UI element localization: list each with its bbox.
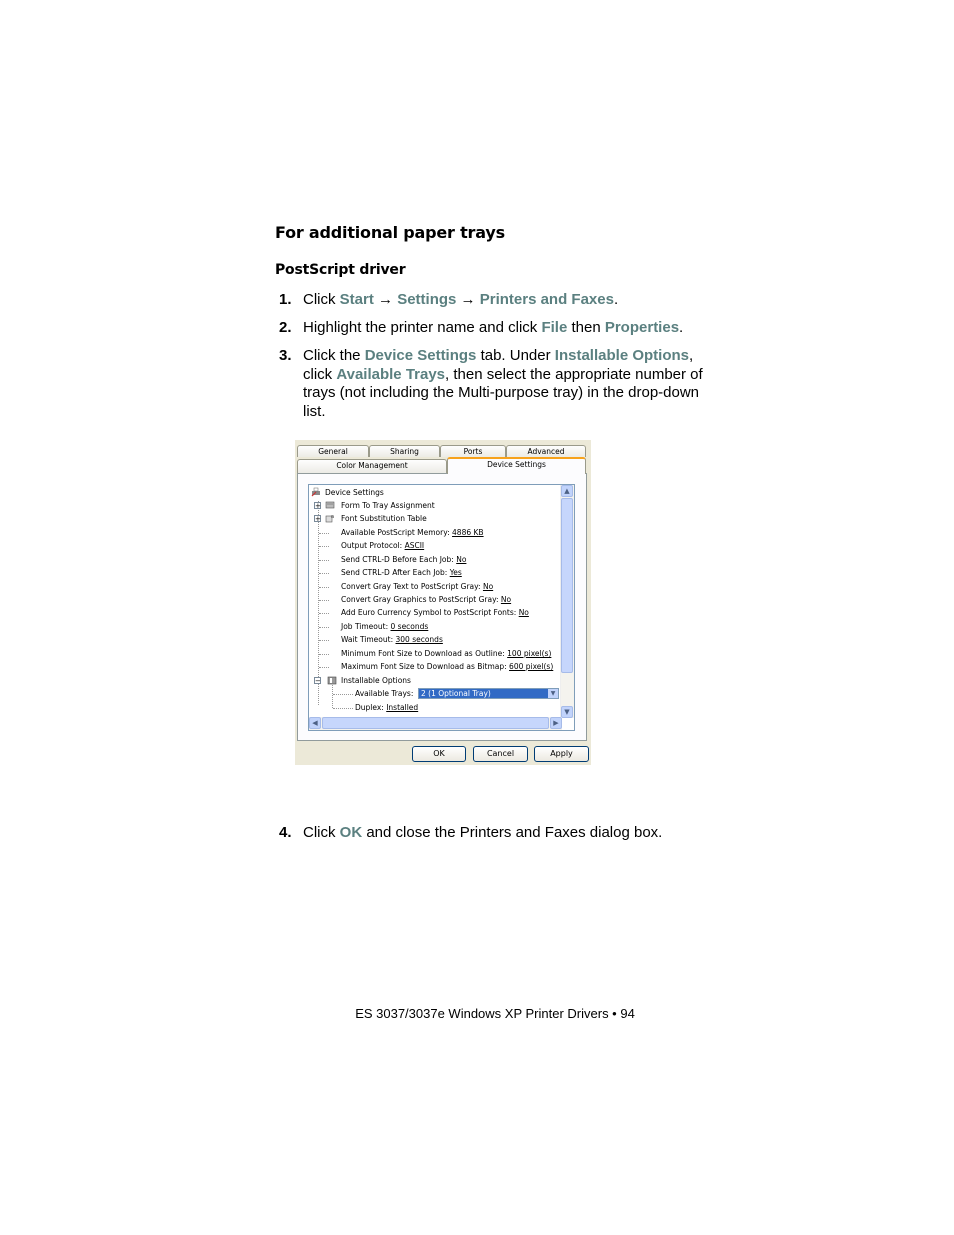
duplex-label: Duplex: (355, 703, 387, 712)
scroll-up-icon[interactable]: ▲ (561, 485, 573, 497)
tree-guide (332, 682, 333, 708)
ui-keyword: Available Trays (336, 365, 446, 383)
tab-general[interactable]: General (297, 445, 369, 457)
vertical-scrollbar[interactable] (560, 485, 574, 718)
tab-color-management[interactable]: Color Management (297, 459, 447, 473)
tree-branch (319, 560, 329, 561)
printer-settings-icon (311, 487, 321, 497)
ok-button[interactable]: OK (412, 746, 466, 762)
tree-item-label: Installable Options (341, 676, 411, 685)
scroll-thumb[interactable] (561, 498, 573, 673)
scroll-down-icon[interactable]: ▼ (561, 706, 573, 718)
setting-value[interactable]: ASCII (404, 541, 425, 550)
tree-item-label: Form To Tray Assignment (341, 501, 435, 510)
setting-label: Job Timeout: (341, 622, 391, 631)
setting-label: Convert Gray Graphics to PostScript Gray: (341, 595, 501, 604)
device-settings-tree[interactable] (308, 484, 575, 731)
tree-root-label: Device Settings (325, 488, 384, 497)
tray-icon (325, 500, 335, 510)
tree-branch (319, 587, 329, 588)
setting-label: Convert Gray Text to PostScript Gray: (341, 582, 483, 591)
section-heading: For additional paper trays (275, 223, 505, 242)
subsection-heading: PostScript driver (275, 262, 406, 278)
tree-branch (333, 708, 353, 709)
horizontal-scrollbar[interactable] (309, 717, 562, 730)
ui-keyword: Printers and Faxes (479, 291, 614, 308)
ui-keyword: Settings (397, 291, 457, 308)
setting-value[interactable]: No (482, 582, 494, 591)
tree-branch (319, 640, 329, 641)
tree-item-label: Font Substitution Table (341, 514, 427, 523)
installable-options-icon (327, 675, 337, 685)
setting-label: Output Protocol: (341, 541, 405, 550)
step-text-run: → (373, 291, 398, 308)
tree-branch (319, 600, 329, 601)
tree-branch (319, 573, 329, 574)
scroll-right-icon[interactable]: ▶ (550, 717, 562, 729)
step-text-run: Highlight the printer name and click (303, 319, 542, 336)
ui-keyword: Properties (604, 319, 680, 336)
setting-label: Available PostScript Memory: (341, 528, 453, 537)
step-text (303, 824, 723, 843)
scroll-left-icon[interactable]: ◀ (309, 717, 321, 729)
tab-ports[interactable]: Ports (440, 445, 506, 457)
tab-device-settings[interactable]: Device Settings (447, 457, 586, 474)
step-text-run: . (613, 291, 619, 308)
setting-value[interactable]: 100 pixel(s) (507, 649, 552, 658)
available-trays-value: 2 (1 Optional Tray) (421, 689, 491, 698)
step-text-run: . (679, 319, 684, 336)
setting-label: Add Euro Currency Symbol to PostScript Fonts: (341, 608, 519, 617)
duplex-value[interactable]: Installed (386, 703, 419, 712)
setting-value[interactable]: No (456, 555, 467, 564)
ui-keyword: Start (339, 291, 374, 308)
step-text-run: → (456, 291, 480, 308)
setting-value[interactable]: 300 seconds (395, 635, 443, 644)
setting-value[interactable]: 0 seconds (390, 622, 429, 631)
font-icon (325, 513, 335, 523)
tab-sharing[interactable]: Sharing (369, 445, 440, 457)
tab-panel (297, 473, 587, 741)
tree-guide (318, 501, 319, 705)
ui-keyword: Device Settings (364, 347, 477, 364)
expand-icon[interactable]: + (315, 515, 321, 523)
ui-keyword: File (541, 319, 568, 336)
svg-text:a: a (331, 514, 335, 520)
step-number: 1. (279, 291, 292, 308)
step-text (303, 319, 723, 338)
step-text-run: , then select the appropriate number of trays (not including the Multi-purpose tray) in the drop-down list. (303, 365, 703, 420)
step-text-run: tab. Under (476, 347, 555, 364)
chevron-down-icon[interactable]: ▼ (548, 689, 558, 698)
scroll-thumb[interactable] (322, 717, 549, 729)
tree-branch (319, 654, 329, 655)
setting-value[interactable]: No (500, 595, 512, 604)
step-text-run: , click (303, 347, 694, 383)
apply-button[interactable]: Apply (534, 746, 589, 762)
page-footer: ES 3037/3037e Windows XP Printer Drivers • 94 (355, 1006, 635, 1021)
setting-value[interactable]: 4886 KB (452, 528, 484, 537)
step-text (303, 291, 723, 310)
setting-label: Maximum Font Size to Download as Bitmap: (341, 662, 510, 671)
tree-branch (319, 533, 329, 534)
setting-label: Send CTRL-D After Each Job: (341, 568, 450, 577)
step-text-run: Click (303, 824, 340, 841)
step-number: 2. (279, 319, 292, 336)
step-number: 4. (279, 824, 292, 841)
available-trays-select[interactable] (418, 688, 559, 699)
available-trays-label: Available Trays: (355, 689, 414, 698)
ui-keyword: Installable Options (554, 347, 689, 364)
step-text-run: Click the (303, 347, 365, 364)
setting-value[interactable]: No (518, 608, 529, 617)
setting-label: Send CTRL-D Before Each Job: (341, 555, 457, 564)
setting-value[interactable]: 600 pixel(s) (509, 662, 554, 671)
cancel-button[interactable]: Cancel (473, 746, 528, 762)
tree-branch (319, 667, 329, 668)
tree-branch (319, 627, 329, 628)
tree-branch (319, 613, 329, 614)
tree-branch (319, 546, 329, 547)
step-number: 3. (279, 347, 292, 364)
expand-icon[interactable]: + (315, 502, 321, 510)
step-text-run: and close the Printers and Faxes dialog box. (362, 824, 663, 841)
setting-value[interactable]: Yes (449, 568, 462, 577)
setting-label: Minimum Font Size to Download as Outline: (341, 649, 508, 658)
setting-label: Wait Timeout: (341, 635, 396, 644)
collapse-icon[interactable]: − (315, 677, 321, 685)
ui-keyword: OK (339, 824, 363, 841)
tab-advanced[interactable]: Advanced (506, 445, 586, 457)
printer-properties-dialog (295, 440, 591, 765)
tree-branch (333, 694, 353, 695)
step-text-run: Click (303, 291, 340, 308)
step-text-run: then (567, 319, 605, 336)
step-text (303, 347, 723, 421)
